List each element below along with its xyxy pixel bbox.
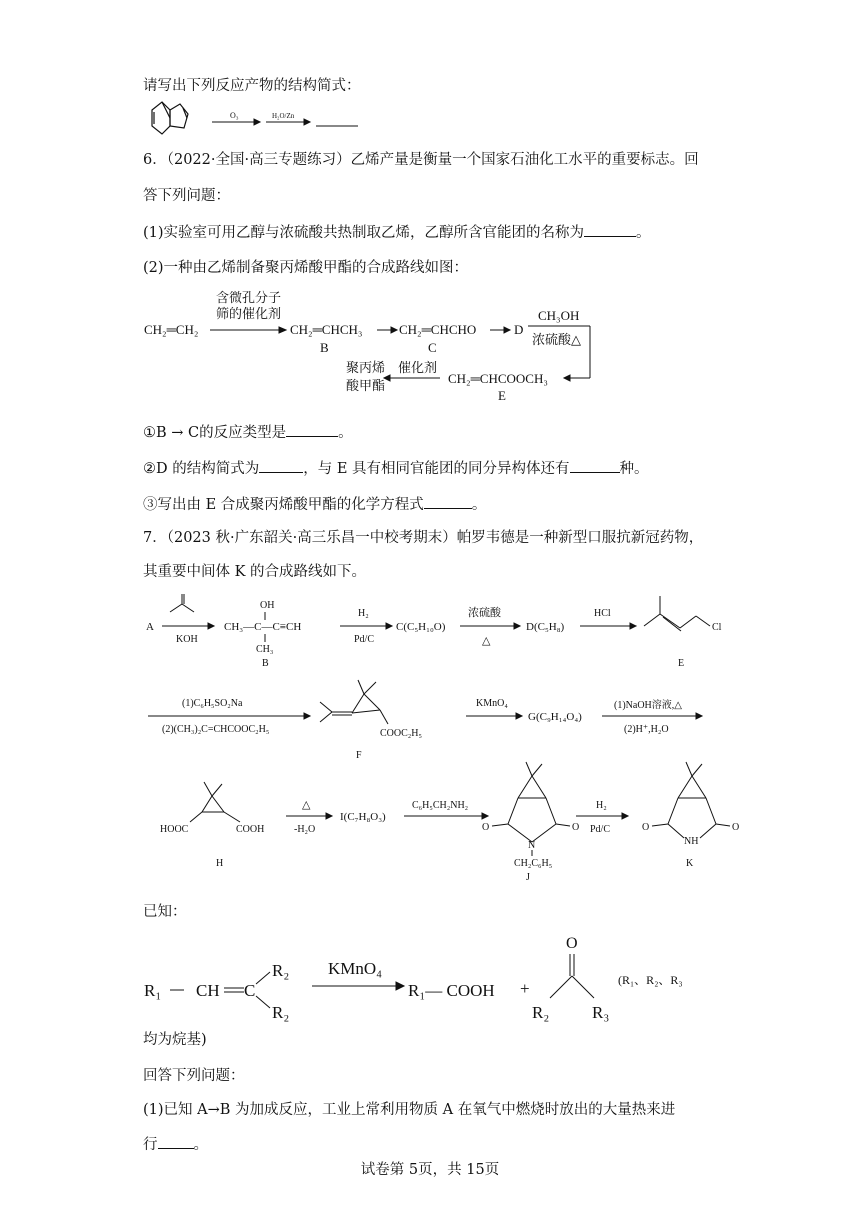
compound-j-structure: [492, 762, 570, 842]
cooh-group: COOH: [236, 824, 265, 835]
kmno4-reagent: KMnO₄: [476, 698, 508, 709]
ethylene: CH₂═CH₂: [144, 322, 199, 337]
compound-h-structure: [190, 782, 240, 822]
compound-f-structure: [320, 680, 388, 724]
q7-synthesis-scheme: [140, 586, 760, 886]
q7-header: 7．（2023 秋·广东韶关·高三乐昌一中校考期末）帕罗韦德是一种新型口服抗新冠药物，: [143, 530, 704, 546]
label-d: D: [514, 322, 524, 337]
known-label: 已知：: [143, 904, 187, 920]
label-e: E: [678, 658, 685, 669]
answer-blank[interactable]: [584, 222, 636, 237]
dicyclopentadiene-structure: [152, 102, 188, 134]
label-h: H: [216, 858, 224, 869]
note-cont: 均为烷基): [143, 1032, 207, 1048]
known-equation: [140, 930, 740, 1026]
benzyl-group: CH₂C₆H₅: [514, 858, 553, 869]
catalyst-1-line1: 含微孔分子: [216, 290, 282, 305]
q6-header: 6．（2022·全国·高三专题练习）乙烯产量是衡量一个国家石油化工水平的重要标志。回: [143, 152, 699, 168]
acrolein: CH₂═CHCHO: [399, 322, 477, 337]
compound-k-structure: [652, 762, 730, 838]
conc-acid: 浓硫酸△: [532, 332, 581, 347]
ester-group: COOC₂H₅: [380, 728, 422, 739]
label-e: E: [498, 388, 506, 403]
oh-group: OH: [260, 600, 275, 611]
minus-water: -H₂O: [294, 824, 316, 835]
compound-b-structure: CH₃—C—C≡CH: [224, 621, 302, 633]
q6-part2: (2)一种由乙烯制备聚丙烯酸甲酯的合成路线如图：: [143, 260, 469, 276]
benzylamine: C₆H₅CH₂NH₂: [412, 800, 469, 811]
label-c: C: [428, 340, 437, 355]
r2-bottom: R₂: [272, 1003, 290, 1022]
nh-group: NH: [684, 836, 699, 847]
propene: CH₂═CHCH₃: [290, 322, 363, 337]
koh: KOH: [176, 634, 198, 645]
h2-reagent: H₂: [358, 608, 369, 619]
polymer-line1: 聚丙烯: [346, 360, 386, 375]
polymer-line2: 酸甲酯: [346, 378, 386, 393]
q7-part1: (1)已知 A→B 为加成反应，工业上常利用物质 A 在氧气中燃烧时放出的大量热来进: [143, 1102, 676, 1118]
pd-c: Pd/C: [354, 634, 375, 645]
ketone-oxygen: O: [566, 935, 578, 952]
naoh-reagent: (1)NaOH溶液,△: [614, 700, 682, 711]
label-b: B: [262, 658, 269, 669]
ketone-r2: R₂: [532, 1003, 550, 1022]
answer-blank[interactable]: [424, 494, 472, 509]
hooc-group: HOOC: [160, 824, 189, 835]
q6-synthesis-route: [140, 286, 610, 410]
acid-workup: (2)H⁺,H₂O: [624, 724, 669, 735]
answer-blank[interactable]: [570, 458, 620, 473]
compound-a: A: [146, 621, 154, 633]
reagent-h2o-zn: H₂O/Zn: [272, 112, 295, 120]
compound-i: I(C₇H₈O₃): [340, 811, 386, 823]
methanol: CH₃OH: [538, 308, 580, 323]
carboxylic-acid: R₁— COOH: [408, 981, 495, 1000]
oxygen-k-left: O: [642, 822, 650, 833]
acetone-reagent: [170, 594, 194, 612]
compound-c: C(C₅H₁₀O): [396, 621, 446, 633]
hcl-reagent: HCl: [594, 608, 611, 619]
intro-line: 请写出下列反应产物的结构简式：: [143, 78, 361, 94]
reagent-o3: O₃: [230, 111, 239, 120]
q6-sub2: ②D 的结构简式为 ，与 E 具有相同官能团的同分异构体还有 种。: [143, 458, 649, 479]
alkyl-note: (R₁、R₂、R₃: [618, 973, 683, 987]
h2-reagent-2: H₂: [596, 800, 607, 811]
kmno4: KMnO₄: [328, 959, 383, 978]
oxygen-right: O: [572, 822, 580, 833]
nitrogen: N: [528, 840, 536, 851]
chlorine: Cl: [712, 622, 722, 633]
ketone-r3: R₃: [592, 1003, 610, 1022]
oxygen-k-right: O: [732, 822, 740, 833]
compound-g: G(C₉H₁₄O₄): [528, 711, 582, 723]
compound-d: D(C₅H₈): [526, 621, 565, 633]
q7-header-cont: 其重要中间体 K 的合成路线如下。: [143, 564, 367, 580]
r1: R₁: [144, 981, 162, 1000]
q7-part1-cont: 行 。: [143, 1134, 208, 1155]
label-k: K: [686, 858, 694, 869]
q6-sub3: ③写出由 E 合成聚丙烯酸甲酯的化学方程式 。: [143, 494, 486, 515]
label-j: J: [526, 872, 530, 883]
answer-blank[interactable]: [158, 1134, 194, 1149]
label-f: F: [356, 750, 362, 761]
answer-header: 回答下列问题：: [143, 1068, 245, 1084]
heat-symbol-2: △: [302, 799, 311, 811]
answer-blank[interactable]: [259, 458, 303, 473]
methyl-group: CH₃: [256, 644, 274, 655]
catalyst-1-line2: 筛的催化剂: [216, 306, 282, 321]
ozonolysis-scheme: [140, 96, 380, 140]
plus-sign: +: [520, 979, 530, 998]
catalyst-2: 催化剂: [398, 360, 438, 375]
label-b: B: [320, 340, 329, 355]
q6-header-cont: 答下列问题：: [143, 188, 230, 204]
oxygen-left: O: [482, 822, 490, 833]
r2-top: R₂: [272, 961, 290, 980]
q6-part1: (1)实验室可用乙醇与浓硫酸共热制取乙烯，乙醇所含官能团的名称为 。: [143, 222, 651, 243]
methyl-acrylate: CH₂═CHCOOCH₃: [448, 371, 548, 386]
conc-sulfuric-acid: 浓硫酸: [468, 607, 501, 619]
carbon: C: [244, 981, 256, 1000]
page-footer: 试卷第 5页，共 15页: [360, 1162, 500, 1178]
q6-sub1: ①B → C的反应类型是 。: [143, 422, 353, 443]
reagent-1: (1)C₆H₅SO₂Na: [182, 698, 243, 709]
heat-symbol: △: [482, 635, 491, 647]
reagent-2: (2)(CH₃)₂C=CHCOOC₂H₅: [162, 724, 270, 735]
answer-blank[interactable]: [286, 422, 338, 437]
ch: CH: [196, 981, 220, 1000]
pd-c-2: Pd/C: [590, 824, 611, 835]
compound-e-structure: [644, 596, 710, 631]
